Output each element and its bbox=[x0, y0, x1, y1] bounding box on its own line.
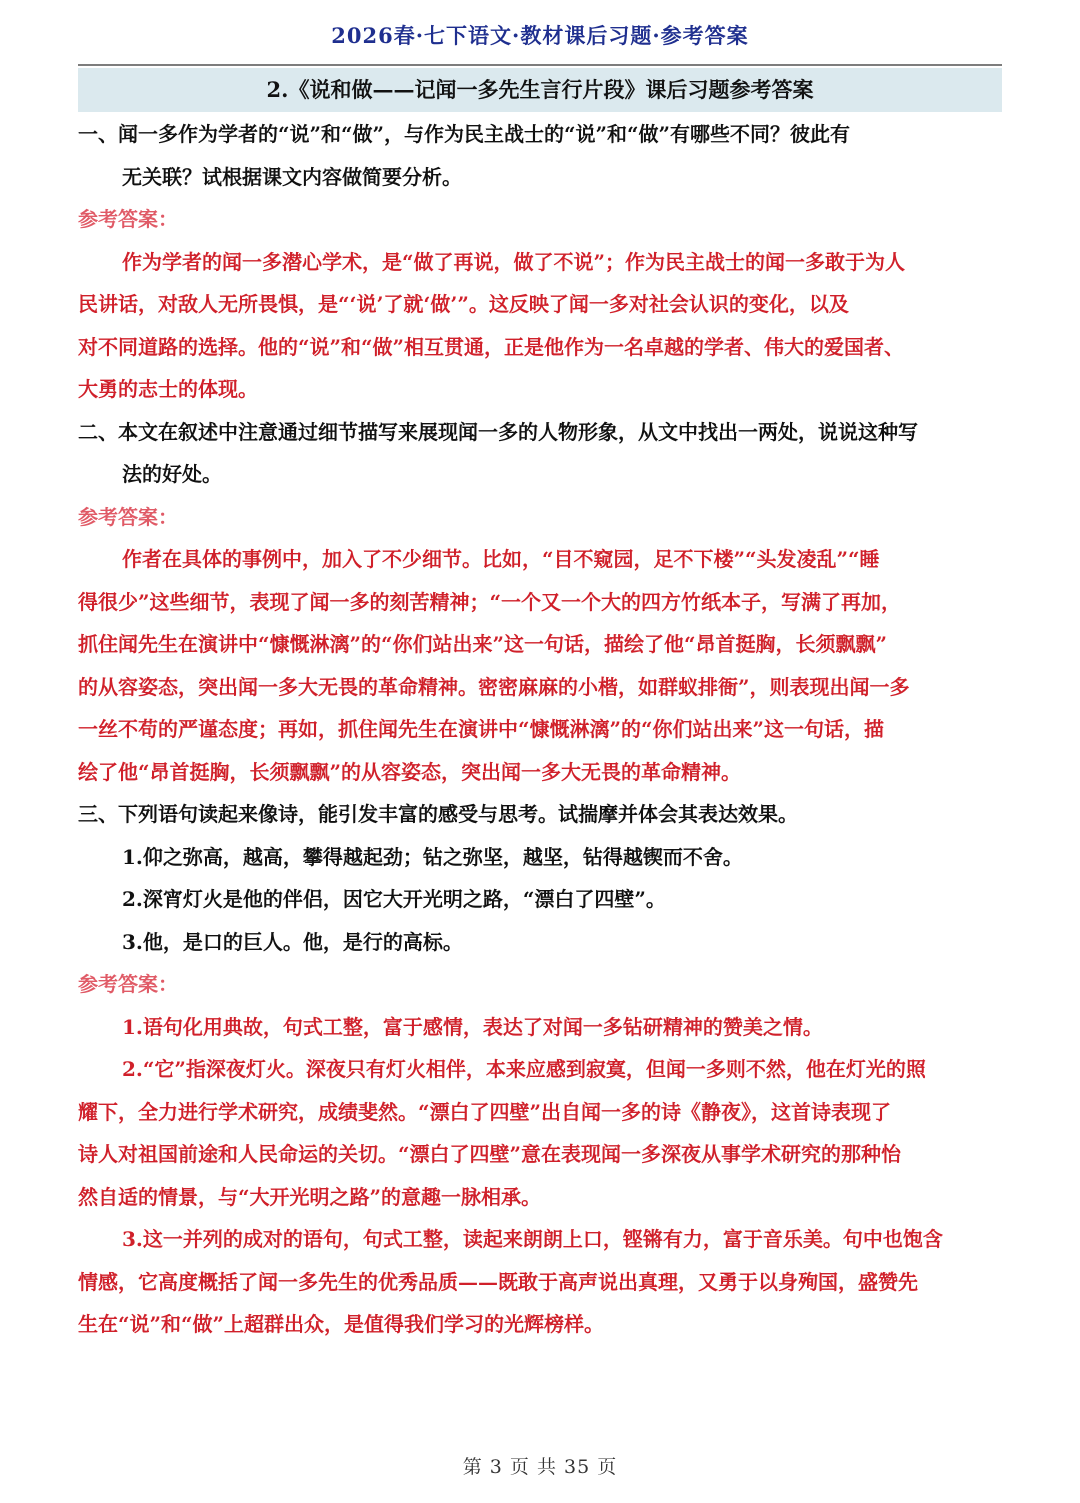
answer-1-line-3: 对不同道路的选择。他的“说”和“做”相互贯通，正是他作为一名卓越的学者、伟大的爱国者、 bbox=[78, 334, 905, 359]
question-3-item-2: 2.深宵灯火是他的伴侣，因它大开光明之路，“漂白了四壁”。 bbox=[122, 887, 666, 911]
answer-2-line-3: 抓住闻先生在演讲中“慷慨淋漓”的“你们站出来”这一句话，描绘了他“昂首挺胸，长须飘飘” bbox=[78, 632, 888, 656]
answer-1-line-4: 大勇的志士的体现。 bbox=[78, 377, 258, 401]
answer-1-line-1: 作为学者的闻一多潜心学术，是“做了再说，做了不说”；作为民主战士的闻一多敢于为人 bbox=[122, 249, 906, 274]
question-2-line-2: 法的好处。 bbox=[122, 462, 222, 486]
header-divider bbox=[78, 64, 1002, 66]
answer-3-line-6: 3.这一并列的成对的语句，句式工整，读起来朗朗上口，铿锵有力，富于音乐美。句中也饱含 bbox=[122, 1227, 943, 1251]
question-3-item-3: 3.他，是口的巨人。他，是行的高标。 bbox=[122, 929, 463, 954]
answer-2-line-6: 绘了他“昂首挺胸，长须飘飘”的从容姿态，突出闻一多大无畏的革命精神。 bbox=[78, 759, 742, 784]
answer-label-1: 参考答案： bbox=[78, 207, 178, 231]
answer-2-line-1: 作者在具体的事例中，加入了不少细节。比如，“目不窥园，足不下楼”“头发凌乱”“睡 bbox=[122, 547, 880, 571]
question-3-item-1: 1.仰之弥高，越高，攀得越起劲；钻之弥坚，越坚，钻得越锲而不舍。 bbox=[122, 844, 743, 869]
answer-2-line-4: 的从容姿态，突出闻一多大无畏的革命精神。密密麻麻的小楷，如群蚁排衙”，则表现出闻一多 bbox=[78, 674, 910, 699]
answer-2-line-2: 得很少”这些细节，表现了闻一多的刻苦精神；“一个又一个大的四方竹纸本子，写满了再加， bbox=[78, 589, 902, 614]
document-header: 2026春·七下语文·教材课后习题·参考答案 bbox=[331, 23, 749, 48]
answer-3-line-7: 情感，它高度概括了闻一多先生的优秀品质——既敢于高声说出真理，又勇于以身殉国，盛赞先 bbox=[78, 1269, 918, 1294]
answer-3-line-1: 1.语句化用典故，句式工整，富于感情，表达了对闻一多钻研精神的赞美之情。 bbox=[122, 1014, 823, 1039]
answer-3-line-8: 生在“说”和“做”上超群出众，是值得我们学习的光辉榜样。 bbox=[78, 1312, 605, 1336]
answer-label-2: 参考答案： bbox=[78, 504, 178, 529]
answer-3-line-5: 然自适的情景，与“大开光明之路”的意趣一脉相承。 bbox=[78, 1184, 542, 1209]
question-3-line-1: 三、下列语句读起来像诗，能引发丰富的感受与思考。试揣摩并体会其表达效果。 bbox=[78, 802, 798, 826]
answer-1-line-2: 民讲话，对敌人无所畏惧，是“‘说’了就‘做’”。这反映了闻一多对社会认识的变化，以及 bbox=[78, 292, 849, 316]
answer-2-line-5: 一丝不苟的严谨态度；再如，抓住闻先生在演讲中“慷慨淋漓”的“你们站出来”这一句话，描 bbox=[78, 717, 885, 741]
answer-label-3: 参考答案： bbox=[78, 972, 178, 996]
section-title: 2.《说和做——记闻一多先生言行片段》课后习题参考答案 bbox=[78, 68, 1002, 112]
page-content bbox=[78, 113, 1002, 1346]
page-number: 第 3 页 共 35 页 bbox=[462, 1456, 618, 1478]
question-2-line-1: 二、本文在叙述中注意通过细节描写来展现闻一多的人物形象，从文中找出一两处，说说这种写 bbox=[78, 419, 918, 444]
answer-3-line-3: 耀下，全力进行学术研究，成绩斐然。“漂白了四壁”出自闻一多的诗《静夜》，这首诗表现了 bbox=[78, 1099, 892, 1124]
question-1-line-1: 一、闻一多作为学者的“说”和“做”，与作为民主战士的“说”和“做”有哪些不同？彼此有 bbox=[78, 122, 851, 146]
answer-3-line-4: 诗人对祖国前途和人民命运的关切。“漂白了四壁”意在表现闻一多深夜从事学术研究的那种怡 bbox=[78, 1142, 902, 1166]
question-1-line-2: 无关联？试根据课文内容做简要分析。 bbox=[122, 164, 462, 189]
answer-3-line-2: 2.“它”指深夜灯火。深夜只有灯火相伴，本来应感到寂寞，但闻一多则不然，他在灯光的照 bbox=[122, 1057, 926, 1081]
